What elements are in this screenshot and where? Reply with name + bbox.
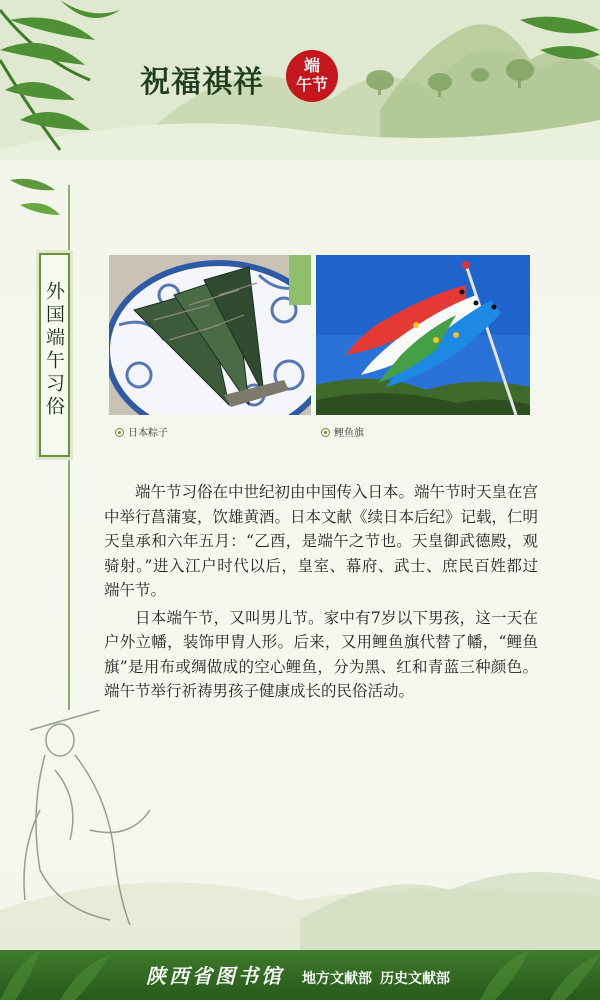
paragraph-1: 端午节习俗在中世纪初由中国传入日本。端午节时天皇在宫中举行菖蒲宴，饮雄黄酒。日本文献《续日本后纪》记载，仁明天皇承和六年五月：“乙酉，是端午之节也。天皇御武德殿，观骑射。”进入江户时代以后，皇室、幕府、武士、庶民百姓都过端午节。 <box>104 483 539 599</box>
ink-poet-landscape-illustration <box>0 710 600 950</box>
photo-caption-zongzi <box>115 424 168 439</box>
library-name: 陕西省图书馆 <box>146 964 284 988</box>
caption-text: 鲤鱼旗 <box>334 428 364 439</box>
side-title: 外国端午习俗 <box>43 281 65 419</box>
header-landscape <box>0 0 600 160</box>
paragraph-2: 日本端午节，又叫男儿节。家中有7岁以下男孩，这一天在户外立幡，装饰甲胄人形。后来，又用鲤鱼旗代替了幡，“鲤鱼旗”是用布或绸做成的空心鲤鱼，分为黑、红和青蓝三种颜色。端午节举行祈祷男孩子健康成长的民俗活动。 <box>104 608 538 700</box>
bullet-circle-icon <box>115 428 124 437</box>
side-title-box <box>39 253 70 457</box>
bamboo-leaves-decoration <box>0 170 70 250</box>
footer-bar <box>0 950 600 1000</box>
seal-line-1: 端 <box>303 56 320 75</box>
poster-title: 祝福祺祥 <box>140 65 264 100</box>
department-2: 历史文献部 <box>380 971 450 987</box>
bullet-circle-icon <box>321 428 330 437</box>
duanwu-seal <box>286 50 338 102</box>
japanese-zongzi-photo <box>109 255 311 415</box>
photo-caption-koinobori <box>321 424 364 439</box>
article-body <box>104 480 538 707</box>
footer-text <box>0 950 600 1000</box>
seal-line-2: 午节 <box>295 75 328 94</box>
koinobori-photo <box>316 255 530 415</box>
caption-text: 日本粽子 <box>128 428 168 439</box>
department-1: 地方文献部 <box>302 971 372 987</box>
